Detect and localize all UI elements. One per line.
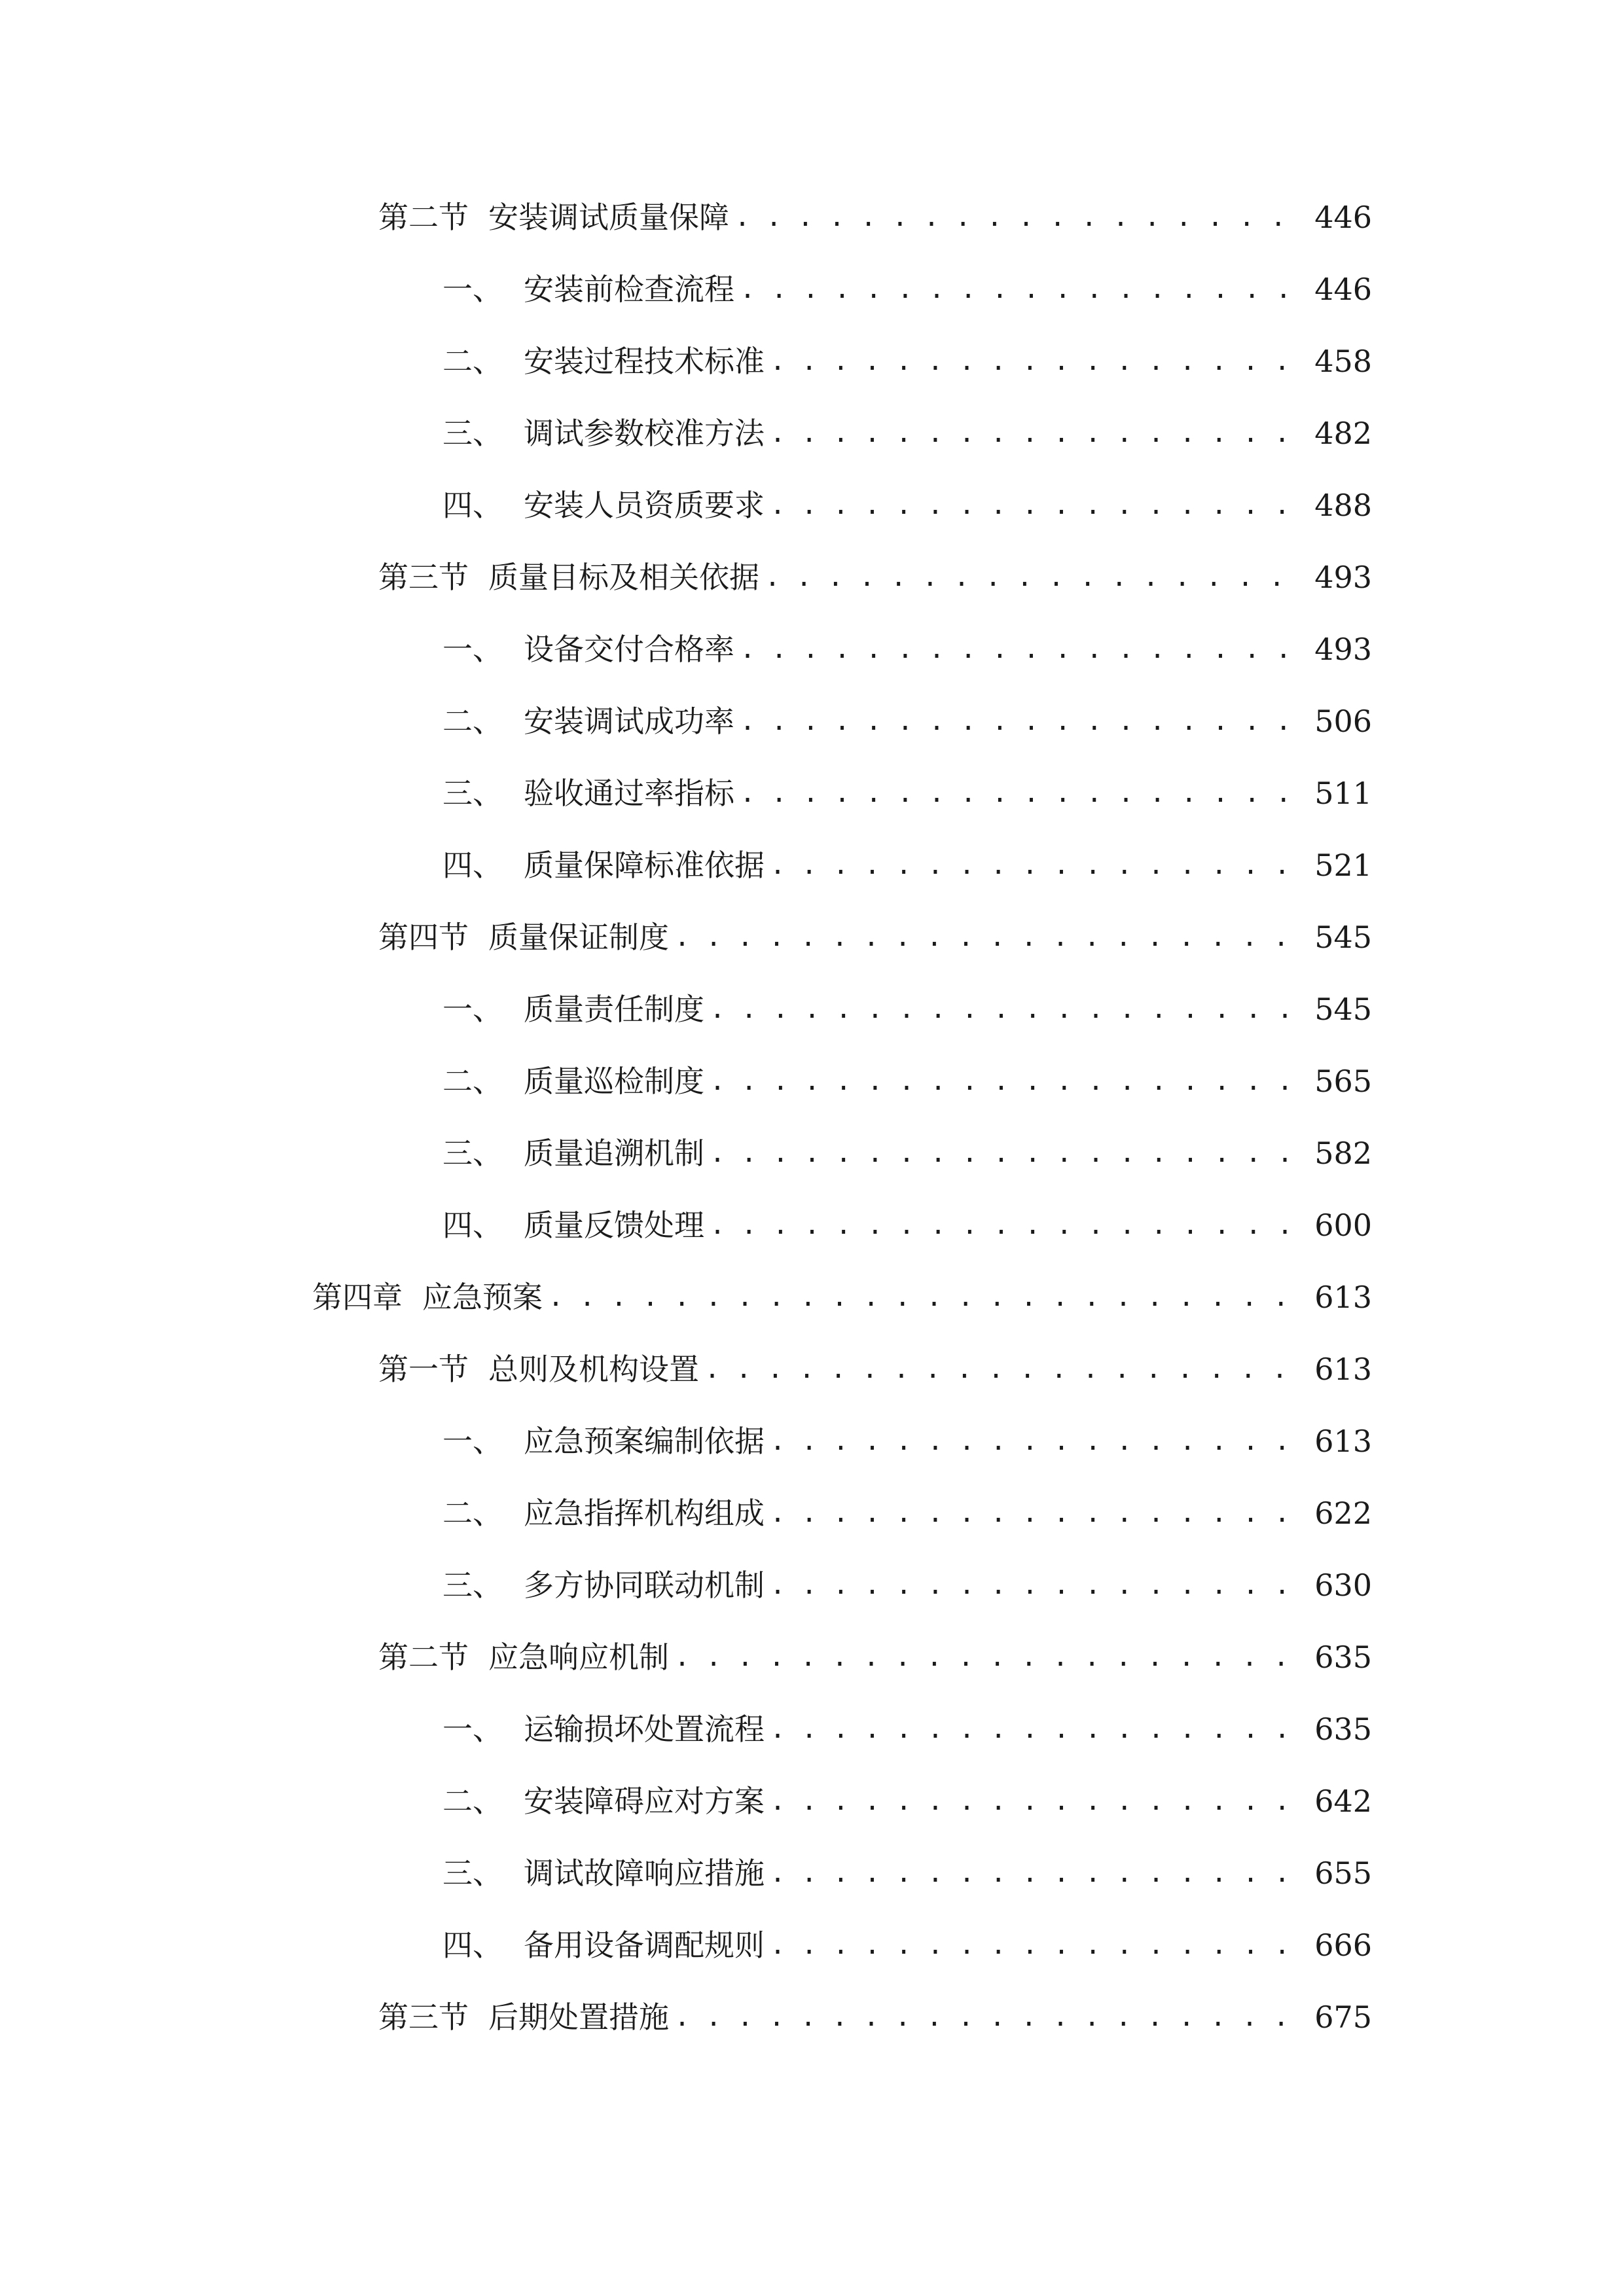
toc-entry-page: 521 <box>1314 848 1372 883</box>
toc-entry-title: 后期处置措施 <box>488 2000 669 2035</box>
toc-entry-page: 545 <box>1314 992 1372 1027</box>
toc-entry[interactable] <box>442 1127 1372 1179</box>
toc-entry-title: 设备交付合格率 <box>524 632 734 667</box>
toc-leader-dots <box>548 1271 1307 1323</box>
toc-entry-title: 安装障碍应对方案 <box>524 1784 765 1819</box>
toc-entry[interactable] <box>442 767 1372 819</box>
toc-entry-page: 446 <box>1314 272 1372 307</box>
toc-leader-dots <box>740 263 1307 315</box>
toc-entry-title: 运输损坏处置流程 <box>524 1712 765 1747</box>
toc-entry-title: 质量目标及相关依据 <box>488 560 759 595</box>
toc-entry[interactable] <box>442 1775 1372 1827</box>
toc-entry-page: 655 <box>1314 1856 1372 1891</box>
toc-entry-page: 635 <box>1314 1712 1372 1747</box>
toc-entry-page: 511 <box>1314 776 1372 811</box>
toc-entry-number: 第四节 <box>378 920 469 955</box>
toc-entry-title: 安装过程技术标准 <box>524 344 765 379</box>
toc-entry-number: 一、 <box>442 1424 503 1459</box>
toc-entry-page: 613 <box>1314 1280 1372 1315</box>
toc-entry-title: 调试故障响应措施 <box>524 1856 765 1891</box>
toc-leader-dots <box>740 623 1307 675</box>
toc-entry-title: 安装调试质量保障 <box>488 200 729 235</box>
toc-entry-title: 质量保障标准依据 <box>524 848 765 883</box>
toc-entry-page: 565 <box>1314 1064 1372 1099</box>
toc-entry[interactable] <box>442 623 1372 675</box>
toc-entry-title: 安装人员资质要求 <box>524 488 765 523</box>
toc-entry-page: 600 <box>1314 1208 1372 1243</box>
toc-entry-number: 四、 <box>442 1208 503 1243</box>
toc-leader-dots <box>770 839 1307 891</box>
toc-entry-page: 666 <box>1314 1928 1372 1963</box>
toc-entry-number: 三、 <box>442 1856 503 1891</box>
toc-leader-dots <box>710 1199 1307 1251</box>
toc-entry[interactable] <box>442 1415 1372 1467</box>
toc-leader-dots <box>734 191 1307 243</box>
toc-entry[interactable] <box>378 191 1372 243</box>
toc-entry-number: 第四章 <box>312 1280 403 1315</box>
toc-leader-dots <box>765 551 1307 603</box>
toc-entry[interactable] <box>442 1703 1372 1755</box>
toc-entry-title: 调试参数校准方法 <box>524 416 765 451</box>
toc-entry[interactable] <box>442 1487 1372 1539</box>
toc-entry-number: 三、 <box>442 1568 503 1603</box>
toc-entry[interactable] <box>378 551 1372 603</box>
toc-entry-title: 质量保证制度 <box>488 920 669 955</box>
toc-entry-page: 446 <box>1314 200 1372 235</box>
toc-entry-number: 三、 <box>442 1136 503 1171</box>
toc-entry-number: 二、 <box>442 1784 503 1819</box>
toc-entry[interactable] <box>442 335 1372 387</box>
toc-entry-number: 一、 <box>442 992 503 1027</box>
toc-leader-dots <box>740 767 1307 819</box>
toc-entry[interactable] <box>378 911 1372 963</box>
toc-entry-title: 应急响应机制 <box>488 1640 669 1675</box>
toc-entry-title: 质量巡检制度 <box>524 1064 704 1099</box>
toc-entry-page: 635 <box>1314 1640 1372 1675</box>
toc-entry[interactable] <box>442 407 1372 459</box>
toc-entry-page: 506 <box>1314 704 1372 739</box>
toc-leader-dots <box>770 1487 1307 1539</box>
toc-entry[interactable] <box>442 263 1372 315</box>
toc-entry-page: 582 <box>1314 1136 1372 1171</box>
toc-entry-number: 第三节 <box>378 560 469 595</box>
toc-leader-dots <box>770 1703 1307 1755</box>
toc-entry-number: 二、 <box>442 1064 503 1099</box>
toc-leader-dots <box>770 335 1307 387</box>
toc-entry-number: 四、 <box>442 848 503 883</box>
toc-entry-number: 三、 <box>442 416 503 451</box>
toc-entry[interactable] <box>378 1631 1372 1683</box>
toc-entry-page: 488 <box>1314 488 1372 523</box>
toc-leader-dots <box>770 1415 1307 1467</box>
toc-entry[interactable] <box>442 1199 1372 1251</box>
toc-entry-number: 一、 <box>442 1712 503 1747</box>
toc-entry-page: 630 <box>1314 1568 1372 1603</box>
toc-entry-title: 质量责任制度 <box>524 992 704 1027</box>
toc-leader-dots <box>770 1919 1307 1971</box>
toc-entry-page: 458 <box>1314 344 1372 379</box>
toc-entry-number: 二、 <box>442 704 503 739</box>
toc-entry-title: 总则及机构设置 <box>488 1352 699 1387</box>
toc-entry-number: 二、 <box>442 1496 503 1531</box>
toc-entry-title: 多方协同联动机制 <box>524 1568 765 1603</box>
toc-entry-title: 备用设备调配规则 <box>524 1928 765 1963</box>
toc-entry-number: 二、 <box>442 344 503 379</box>
toc-entry[interactable] <box>442 479 1372 531</box>
toc-entry[interactable] <box>442 1847 1372 1899</box>
toc-entry-title: 验收通过率指标 <box>524 776 734 811</box>
toc-entry-number: 第二节 <box>378 1640 469 1675</box>
toc-entry-title: 应急预案 <box>422 1280 543 1315</box>
toc-entry[interactable] <box>312 1271 1372 1323</box>
toc-entry-number: 四、 <box>442 1928 503 1963</box>
toc-entry[interactable] <box>442 1919 1372 1971</box>
toc-leader-dots <box>674 1991 1307 2043</box>
toc-entry-number: 四、 <box>442 488 503 523</box>
toc-entry[interactable] <box>442 1055 1372 1107</box>
toc-entry-number: 一、 <box>442 272 503 307</box>
toc-leader-dots <box>704 1343 1307 1395</box>
toc-leader-dots <box>674 1631 1307 1683</box>
toc-leader-dots <box>674 911 1307 963</box>
toc-entry-title: 应急指挥机构组成 <box>524 1496 765 1531</box>
toc-entry-page: 675 <box>1314 2000 1372 2035</box>
toc-entry-page: 613 <box>1314 1424 1372 1459</box>
toc-leader-dots <box>770 1559 1307 1611</box>
toc-entry[interactable] <box>378 1991 1372 2043</box>
toc-leader-dots <box>710 983 1307 1035</box>
toc-entry[interactable] <box>442 839 1372 891</box>
toc-leader-dots <box>770 1775 1307 1827</box>
toc-entry-title: 安装前检查流程 <box>524 272 734 307</box>
toc-entry-title: 质量追溯机制 <box>524 1136 704 1171</box>
toc-leader-dots <box>710 1127 1307 1179</box>
toc-entry-number: 第三节 <box>378 2000 469 2035</box>
toc-entry-number: 三、 <box>442 776 503 811</box>
toc-entry-page: 613 <box>1314 1352 1372 1387</box>
toc-entry-page: 493 <box>1314 560 1372 595</box>
toc-entry-page: 622 <box>1314 1496 1372 1531</box>
toc-leader-dots <box>770 407 1307 459</box>
toc-entry-page: 482 <box>1314 416 1372 451</box>
toc-leader-dots <box>740 695 1307 747</box>
toc-entry-title: 应急预案编制依据 <box>524 1424 765 1459</box>
toc-entry-number: 第一节 <box>378 1352 469 1387</box>
toc-entry[interactable] <box>378 1343 1372 1395</box>
toc-entry-number: 一、 <box>442 632 503 667</box>
toc-entry[interactable] <box>442 695 1372 747</box>
toc-entry[interactable] <box>442 1559 1372 1611</box>
toc-entry-page: 642 <box>1314 1784 1372 1819</box>
toc-entry-page: 545 <box>1314 920 1372 955</box>
toc-entry[interactable] <box>442 983 1372 1035</box>
toc-entry-number: 第二节 <box>378 200 469 235</box>
toc-entry-title: 安装调试成功率 <box>524 704 734 739</box>
toc-leader-dots <box>710 1055 1307 1107</box>
toc-entry-page: 493 <box>1314 632 1372 667</box>
toc-leader-dots <box>770 479 1307 531</box>
toc-entry-title: 质量反馈处理 <box>524 1208 704 1243</box>
toc-leader-dots <box>770 1847 1307 1899</box>
